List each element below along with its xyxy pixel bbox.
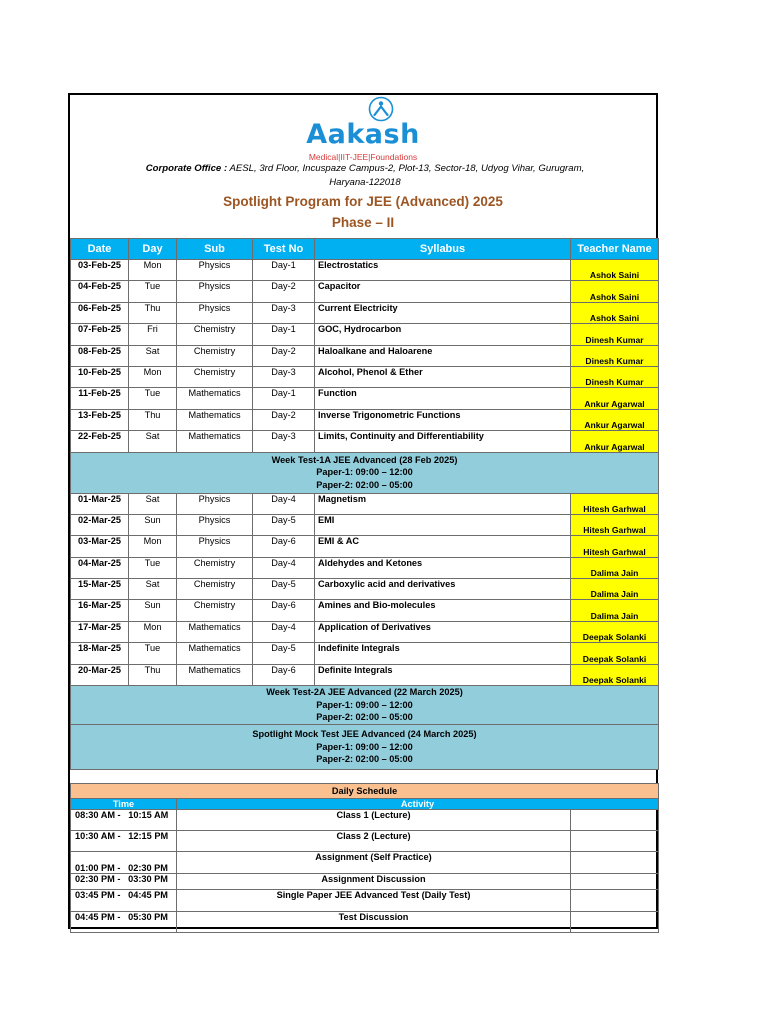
subject-cell: Mathematics [177,409,253,430]
syllabus-cell: Function [315,388,571,409]
day-cell: Tue [129,281,177,302]
table-row [71,514,659,535]
syllabus-cell: Definite Integrals [315,664,571,685]
day-cell: Thu [129,409,177,430]
date-cell: 07-Feb-25 [71,324,129,345]
time-slot-cell: 08:30 AM - 10:15 AM [71,810,177,831]
teacher-cell: Ashok Saini [571,260,659,281]
date-cell: 04-Feb-25 [71,281,129,302]
daily-schedule-title: Daily Schedule [71,784,659,799]
table-row [71,345,659,366]
subject-cell: Chemistry [177,557,253,578]
subject-cell: Mathematics [177,388,253,409]
column-header-syllabus: Syllabus [315,239,571,260]
syllabus-cell: Inverse Trigonometric Functions [315,409,571,430]
syllabus-cell: GOC, Hydrocarbon [315,324,571,345]
office-label: Corporate Office : [145,163,228,174]
table-row [71,621,659,642]
test-no-cell: Day-5 [253,514,315,535]
brand-name: Aakash [306,119,420,150]
block1-rows [71,260,659,453]
syllabus-cell: Carboxylic acid and derivatives [315,579,571,600]
teacher-cell: Ankur Agarwal [571,388,659,409]
column-header-day: Day [129,239,177,260]
subject-cell: Chemistry [177,579,253,600]
activity-cell: Single Paper JEE Advanced Test (Daily Test) [177,890,571,912]
date-cell: 15-Mar-25 [71,579,129,600]
test-no-cell: Day-5 [253,643,315,664]
subject-cell: Chemistry [177,600,253,621]
daily-schedule-row [71,831,659,852]
subject-cell: Mathematics [177,664,253,685]
activity-cell: Assignment (Self Practice) [177,852,571,874]
date-cell: 02-Mar-25 [71,514,129,535]
day-cell: Sat [129,431,177,452]
test-no-cell: Day-3 [253,366,315,387]
daily-schedule-row [71,874,659,890]
table-row [71,536,659,557]
subject-cell: Chemistry [177,366,253,387]
empty-cell [571,912,659,933]
syllabus-cell: Aldehydes and Ketones [315,557,571,578]
table-row [71,431,659,452]
test-no-cell: Day-2 [253,409,315,430]
time-slot-cell: 02:30 PM - 03:30 PM [71,874,177,890]
table-row [71,260,659,281]
subject-cell: Mathematics [177,431,253,452]
table-row [71,579,659,600]
test-no-cell: Day-4 [253,493,315,514]
phase-title: Phase – II [331,215,395,230]
test-no-cell: Day-4 [253,557,315,578]
teacher-cell: Ashok Saini [571,302,659,323]
subject-cell: Chemistry [177,324,253,345]
activity-cell: Test Discussion [177,912,571,933]
subject-cell: Mathematics [177,621,253,642]
time-slot-cell: 10:30 AM - 12:15 PM [71,831,177,852]
test-no-cell: Day-3 [253,302,315,323]
test-no-cell: Day-6 [253,536,315,557]
day-cell: Tue [129,388,177,409]
date-cell: 06-Feb-25 [71,302,129,323]
test-no-cell: Day-1 [253,388,315,409]
time-slot-cell: 03:45 PM - 04:45 PM [71,890,177,912]
mock-test-row [71,725,659,770]
schedule-table [70,238,659,770]
test-no-cell: Day-1 [253,324,315,345]
test-no-cell: Day-2 [253,281,315,302]
date-cell: 18-Mar-25 [71,643,129,664]
empty-cell [571,852,659,874]
date-cell: 04-Mar-25 [71,557,129,578]
test-no-cell: Day-5 [253,579,315,600]
syllabus-cell: EMI [315,514,571,535]
teacher-cell: Ankur Agarwal [571,431,659,452]
subject-cell: Physics [177,302,253,323]
teacher-cell: Ashok Saini [571,281,659,302]
syllabus-cell: Amines and Bio-molecules [315,600,571,621]
day-cell: Mon [129,366,177,387]
empty-cell [571,890,659,912]
date-cell: 03-Feb-25 [71,260,129,281]
table-row [71,493,659,514]
time-slot-cell: 04:45 PM - 05:30 PM [71,912,177,933]
teacher-cell: Hitesh Garhwal [571,514,659,535]
day-cell: Sat [129,493,177,514]
daily-schedule-row [71,810,659,831]
teacher-cell: Ankur Agarwal [571,409,659,430]
table-row [71,557,659,578]
schedule-sheet [68,93,658,929]
day-cell: Sun [129,600,177,621]
test-no-cell: Day-4 [253,621,315,642]
document-header [70,95,656,238]
column-header-date: Date [71,239,129,260]
empty-cell [571,874,659,890]
syllabus-cell: Current Electricity [315,302,571,323]
date-cell: 13-Feb-25 [71,409,129,430]
date-cell: 10-Feb-25 [71,366,129,387]
test-no-cell: Day-6 [253,664,315,685]
teacher-cell: Deepak Solanki [571,643,659,664]
syllabus-cell: Indefinite Integrals [315,643,571,664]
subject-cell: Mathematics [177,643,253,664]
syllabus-cell: Limits, Continuity and Differentiability [315,431,571,452]
date-cell: 03-Mar-25 [71,536,129,557]
table-row [71,302,659,323]
program-title: Spotlight Program for JEE (Advanced) 2025 [223,194,503,209]
teacher-cell: Dalima Jain [571,600,659,621]
date-cell: 08-Feb-25 [71,345,129,366]
column-header-sub: Sub [177,239,253,260]
daily-schedule-row [71,890,659,912]
mock-test-paper2: Paper-2: 02:00 – 05:00 [316,754,413,765]
test-no-cell: Day-1 [253,260,315,281]
daily-schedule-row [71,912,659,933]
table-header-row [71,239,659,260]
teacher-cell: Dalima Jain [571,579,659,600]
subject-cell: Chemistry [177,345,253,366]
mock-test-title: Spotlight Mock Test JEE Advanced (24 March 2025) [252,729,477,740]
daily-schedule-header-row [71,799,659,810]
day-cell: Tue [129,643,177,664]
syllabus-cell: Alcohol, Phenol & Ether [315,366,571,387]
table-row [71,409,659,430]
activity-cell: Assignment Discussion [177,874,571,890]
daily-schedule-table [70,783,659,933]
day-cell: Thu [129,664,177,685]
week-test-1-paper1: Paper-1: 09:00 – 12:00 [316,467,413,478]
subject-cell: Physics [177,536,253,557]
brand-tagline: Medical|IIT-JEE|Foundations [308,152,418,162]
empty-cell [571,810,659,831]
table-row [71,664,659,685]
date-cell: 17-Mar-25 [71,621,129,642]
subject-cell: Physics [177,281,253,302]
teacher-cell: Dalima Jain [571,557,659,578]
day-cell: Thu [129,302,177,323]
week-test-2-paper1: Paper-1: 09:00 – 12:00 [316,699,413,710]
teacher-cell: Dinesh Kumar [571,324,659,345]
table-row [71,600,659,621]
mock-test-paper1: Paper-1: 09:00 – 12:00 [316,741,413,752]
table-row [71,643,659,664]
day-cell: Fri [129,324,177,345]
subject-cell: Physics [177,260,253,281]
teacher-cell: Dinesh Kumar [571,366,659,387]
week-test-1-row [71,452,659,493]
subject-cell: Physics [177,493,253,514]
day-cell: Sat [129,579,177,600]
teacher-cell: Hitesh Garhwal [571,493,659,514]
table-row [71,281,659,302]
teacher-cell: Hitesh Garhwal [571,536,659,557]
office-address-line1: AESL, 3rd Floor, Incuspaze Campus-2, Plot-13, Sector-18, Udyog Vihar, Gurugram, [229,163,585,174]
date-cell: 01-Mar-25 [71,493,129,514]
syllabus-cell: Capacitor [315,281,571,302]
day-cell: Mon [129,260,177,281]
corporate-address [110,162,620,190]
test-no-cell: Day-2 [253,345,315,366]
date-cell: 20-Mar-25 [71,664,129,685]
week-test-1-title: Week Test-1A JEE Advanced (28 Feb 2025) [271,454,458,465]
syllabus-cell: Application of Derivatives [315,621,571,642]
week-test-2-title: Week Test-2A JEE Advanced (22 March 2025) [266,687,463,698]
daily-schedule-row [71,852,659,874]
week-test-1-paper2: Paper-2: 02:00 – 05:00 [316,479,413,490]
test-no-cell: Day-6 [253,600,315,621]
empty-cell [571,831,659,852]
table-row [71,366,659,387]
daily-schedule-title-row [71,784,659,799]
date-cell: 11-Feb-25 [71,388,129,409]
column-header-teacher: Teacher Name [571,239,659,260]
time-slot-cell: 01:00 PM - 02:30 PM [71,852,177,874]
time-header: Time [71,799,177,810]
date-cell: 16-Mar-25 [71,600,129,621]
week-test-2-paper2: Paper-2: 02:00 – 05:00 [316,712,413,723]
teacher-cell: Deepak Solanki [571,621,659,642]
test-no-cell: Day-3 [253,431,315,452]
activity-cell: Class 2 (Lecture) [177,831,571,852]
block2-rows [71,493,659,686]
activity-header: Activity [177,799,659,810]
day-cell: Mon [129,536,177,557]
teacher-cell: Dinesh Kumar [571,345,659,366]
column-header-test-no: Test No [253,239,315,260]
date-cell: 22-Feb-25 [71,431,129,452]
activity-cell: Class 1 (Lecture) [177,810,571,831]
table-row [71,324,659,345]
syllabus-cell: Electrostatics [315,260,571,281]
day-cell: Tue [129,557,177,578]
subject-cell: Physics [177,514,253,535]
day-cell: Sat [129,345,177,366]
office-address-line2: Haryana-122018 [329,177,401,188]
teacher-cell: Deepak Solanki [571,664,659,685]
day-cell: Sun [129,514,177,535]
day-cell: Mon [129,621,177,642]
syllabus-cell: Haloalkane and Haloarene [315,345,571,366]
syllabus-cell: EMI & AC [315,536,571,557]
week-test-2-row [71,686,659,725]
syllabus-cell: Magnetism [315,493,571,514]
table-row [71,388,659,409]
